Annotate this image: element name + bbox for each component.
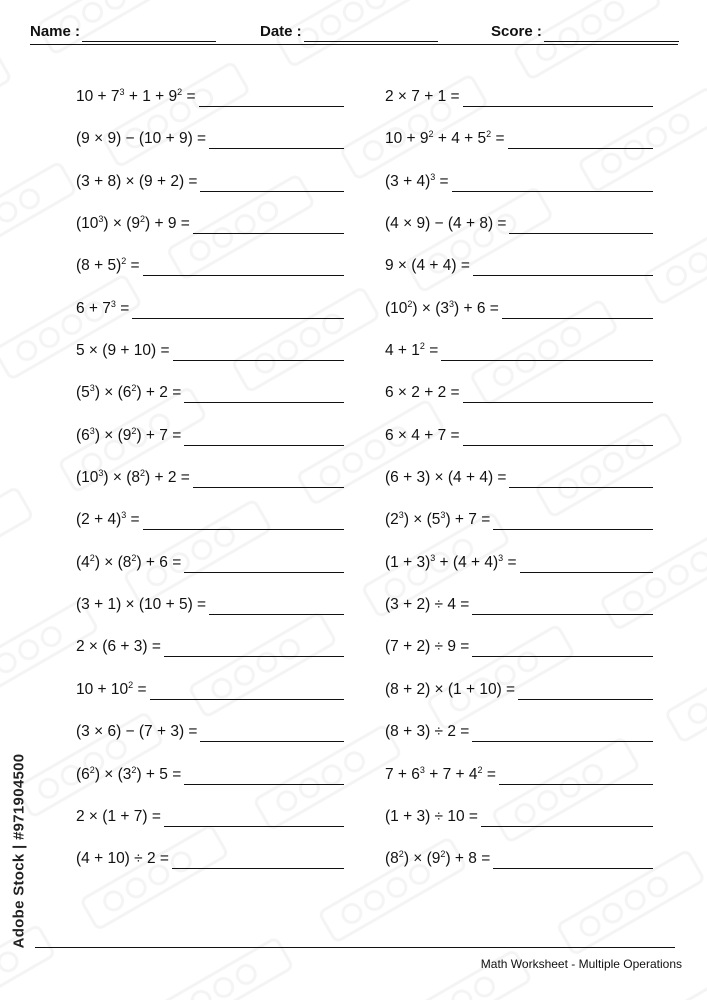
problem-expression: (3 + 2) ÷ 4 = bbox=[385, 596, 470, 614]
problem-row bbox=[76, 170, 344, 212]
problem-expression: (6 + 3) × (4 + 4) = bbox=[385, 469, 507, 487]
problem-expression: (8 + 2) × (1 + 10) = bbox=[385, 680, 516, 698]
problem-expression: (7 + 2) ÷ 9 = bbox=[385, 638, 470, 656]
problems-column-right bbox=[385, 85, 653, 890]
answer-blank[interactable] bbox=[463, 381, 653, 403]
answer-blank[interactable] bbox=[172, 847, 344, 869]
problem-expression: (3 + 1) × (10 + 5) = bbox=[76, 596, 207, 614]
exponent: 3 bbox=[98, 214, 104, 225]
problem-row bbox=[385, 720, 653, 762]
problem-row bbox=[76, 635, 344, 677]
exponent: 2 bbox=[128, 679, 134, 690]
adobe-stock-side-watermark bbox=[4, 753, 34, 948]
problem-row bbox=[385, 805, 653, 847]
answer-blank[interactable] bbox=[441, 339, 653, 361]
problem-row bbox=[76, 381, 344, 423]
problem-expression: 5 × (9 + 10) = bbox=[76, 342, 170, 360]
problem-expression: $(4^2) \times (8^2) + 6$ = bbox=[76, 552, 182, 571]
problem-row bbox=[76, 466, 344, 508]
problem-row bbox=[76, 847, 344, 889]
answer-blank[interactable] bbox=[209, 593, 344, 615]
date-blank[interactable] bbox=[304, 27, 438, 42]
exponent: 2 bbox=[121, 256, 127, 267]
problems-column-left bbox=[76, 85, 344, 890]
exponent: 3 bbox=[89, 383, 95, 394]
problem-expression: $(10^3) \times (9^2) + 9$ = bbox=[76, 214, 190, 233]
exponent: 2 bbox=[398, 849, 404, 860]
problem-row bbox=[76, 763, 344, 805]
problem-expression: 2 × (1 + 7) = bbox=[76, 807, 161, 825]
exponent: 3 bbox=[440, 510, 446, 521]
problem-expression: $(6^2) \times (3^2) + 5$ = bbox=[76, 764, 182, 783]
exponent: 3 bbox=[89, 425, 95, 436]
name-label: Name : bbox=[30, 23, 81, 40]
answer-blank[interactable] bbox=[509, 466, 653, 488]
answer-blank[interactable] bbox=[132, 297, 344, 319]
exponent: 2 bbox=[140, 214, 146, 225]
answer-blank[interactable] bbox=[463, 85, 653, 107]
exponent: 2 bbox=[140, 468, 146, 479]
score-field bbox=[491, 22, 679, 42]
exponent: 3 bbox=[398, 510, 404, 521]
problem-expression: $7 + 6^3 + 7 + 4^2$ = bbox=[385, 764, 496, 783]
problem-expression: $6 + 7^3$ = bbox=[76, 298, 130, 317]
problem-row bbox=[76, 805, 344, 847]
answer-blank[interactable] bbox=[164, 635, 344, 657]
name-blank[interactable] bbox=[82, 27, 216, 42]
date-field bbox=[260, 22, 438, 42]
exponent: 2 bbox=[131, 764, 137, 775]
problem-expression: $(10^2) \times (3^3) + 6$ = bbox=[385, 298, 499, 317]
problem-expression: (3 × 6) − (7 + 3) = bbox=[76, 723, 198, 741]
name-field bbox=[30, 22, 216, 42]
answer-blank[interactable] bbox=[502, 297, 653, 319]
problem-expression: 9 × (4 + 4) = bbox=[385, 257, 470, 275]
exponent: 3 bbox=[98, 468, 104, 479]
problem-row bbox=[385, 593, 653, 635]
score-blank[interactable] bbox=[544, 27, 679, 42]
exponent: 3 bbox=[119, 87, 125, 97]
answer-blank[interactable] bbox=[473, 254, 653, 276]
problem-row bbox=[385, 85, 653, 127]
problem-expression: (1 + 3) ÷ 10 = bbox=[385, 807, 478, 825]
problem-row bbox=[385, 212, 653, 254]
exponent: 2 bbox=[419, 341, 425, 352]
exponent: 3 bbox=[449, 298, 455, 309]
problem-row bbox=[385, 381, 653, 423]
problem-row bbox=[385, 678, 653, 720]
answer-blank[interactable] bbox=[493, 847, 653, 869]
answer-blank[interactable] bbox=[472, 720, 653, 742]
problem-expression: (4 + 10) ÷ 2 = bbox=[76, 850, 169, 868]
problem-row bbox=[76, 254, 344, 296]
exponent: 2 bbox=[89, 552, 95, 563]
problem-expression: $(10^3) \times (8^2) + 2$ = bbox=[76, 468, 190, 487]
answer-blank[interactable] bbox=[200, 720, 344, 742]
problem-row bbox=[385, 170, 653, 212]
problem-row bbox=[385, 635, 653, 677]
score-label: Score : bbox=[491, 23, 542, 40]
footer-divider bbox=[35, 947, 675, 948]
exponent: 2 bbox=[89, 764, 95, 775]
answer-blank[interactable] bbox=[520, 551, 653, 573]
answer-blank[interactable] bbox=[184, 424, 344, 446]
answer-blank[interactable] bbox=[173, 339, 345, 361]
problem-expression: (8 + 3) ÷ 2 = bbox=[385, 723, 470, 741]
exponent: 3 bbox=[110, 298, 116, 309]
problem-expression: (9 × 9) − (10 + 9) = bbox=[76, 130, 207, 148]
problem-expression: $(8 + 5)^2$ = bbox=[76, 256, 140, 275]
answer-blank[interactable] bbox=[184, 381, 344, 403]
problem-expression: $(1 + 3)^3 + (4 + 4)^3$ = bbox=[385, 552, 517, 571]
answer-blank[interactable] bbox=[164, 805, 344, 827]
answer-blank[interactable] bbox=[508, 127, 654, 149]
problem-expression: (4 × 9) − (4 + 8) = bbox=[385, 215, 507, 233]
problem-row bbox=[76, 508, 344, 550]
exponent: 2 bbox=[486, 129, 492, 140]
exponent: 2 bbox=[407, 298, 413, 309]
answer-blank[interactable] bbox=[463, 424, 653, 446]
problem-row bbox=[385, 508, 653, 550]
problem-row bbox=[76, 85, 344, 127]
exponent: 3 bbox=[430, 552, 436, 563]
problem-expression: $10 + 9^2 + 4 + 5^2$ = bbox=[385, 129, 505, 148]
problem-row bbox=[76, 424, 344, 466]
problem-row bbox=[385, 551, 653, 593]
problem-expression: $(8^2) \times (9^2) + 8$ = bbox=[385, 849, 491, 868]
answer-blank[interactable] bbox=[199, 85, 345, 107]
answer-blank[interactable] bbox=[150, 678, 344, 700]
problem-expression: 6 × 2 + 2 = bbox=[385, 384, 460, 402]
header-divider bbox=[30, 44, 678, 45]
exponent: 2 bbox=[131, 425, 137, 436]
answer-blank[interactable] bbox=[143, 508, 344, 530]
exponent: 2 bbox=[177, 87, 183, 97]
problem-row bbox=[385, 763, 653, 805]
exponent: 2 bbox=[131, 383, 137, 394]
answer-blank[interactable] bbox=[499, 763, 653, 785]
problem-expression: $4 + 1^2$ = bbox=[385, 341, 439, 360]
problem-expression: $(6^3) \times (9^2) + 7$ = bbox=[76, 425, 182, 444]
answer-blank[interactable] bbox=[184, 551, 344, 573]
problem-expression: 6 × 4 + 7 = bbox=[385, 426, 460, 444]
answer-blank[interactable] bbox=[452, 170, 653, 192]
problem-row bbox=[385, 339, 653, 381]
problem-row bbox=[76, 551, 344, 593]
exponent: 2 bbox=[131, 552, 137, 563]
answer-blank[interactable] bbox=[493, 508, 653, 530]
answer-blank[interactable] bbox=[193, 212, 344, 234]
exponent: 3 bbox=[498, 552, 504, 563]
problem-row bbox=[76, 678, 344, 720]
answer-blank[interactable] bbox=[143, 254, 344, 276]
answer-blank[interactable] bbox=[209, 127, 344, 149]
problem-expression: $(3 + 4)^3$ = bbox=[385, 171, 449, 190]
problem-row bbox=[385, 127, 653, 169]
exponent: 3 bbox=[419, 764, 425, 775]
problem-row bbox=[76, 127, 344, 169]
problem-row bbox=[76, 339, 344, 381]
problem-expression: 2 × 7 + 1 = bbox=[385, 88, 460, 105]
problem-row bbox=[385, 254, 653, 296]
problem-row bbox=[76, 297, 344, 339]
problem-expression: $10 + 7^3 + 1 + 9^2$ = bbox=[76, 87, 196, 105]
answer-blank[interactable] bbox=[184, 763, 344, 785]
exponent: 3 bbox=[430, 171, 436, 182]
problem-expression: $(2 + 4)^3$ = bbox=[76, 510, 140, 529]
problem-row bbox=[385, 424, 653, 466]
problem-expression: (3 + 8) × (9 + 2) = bbox=[76, 172, 198, 190]
problem-row bbox=[385, 297, 653, 339]
problem-expression: 2 × (6 + 3) = bbox=[76, 638, 161, 656]
problem-row bbox=[76, 212, 344, 254]
answer-blank[interactable] bbox=[472, 593, 653, 615]
problem-row bbox=[385, 466, 653, 508]
side-watermark-text: Adobe Stock | #971904500 bbox=[10, 753, 28, 948]
exponent: 2 bbox=[477, 764, 483, 775]
date-label: Date : bbox=[260, 23, 302, 40]
exponent: 2 bbox=[440, 849, 446, 860]
problem-expression: $10 + 10^2$ = bbox=[76, 679, 147, 698]
answer-blank[interactable] bbox=[193, 466, 344, 488]
answer-blank[interactable] bbox=[200, 170, 344, 192]
exponent: 3 bbox=[121, 510, 127, 521]
footer-title: Math Worksheet - Multiple Operations bbox=[480, 957, 682, 971]
problem-expression: $(2^3) \times (5^3) + 7$ = bbox=[385, 510, 491, 529]
answer-blank[interactable] bbox=[472, 635, 653, 657]
problem-row bbox=[385, 847, 653, 889]
answer-blank[interactable] bbox=[481, 805, 653, 827]
answer-blank[interactable] bbox=[509, 212, 653, 234]
problem-row bbox=[76, 720, 344, 762]
answer-blank[interactable] bbox=[518, 678, 653, 700]
problem-expression: $(5^3) \times (6^2) + 2$ = bbox=[76, 383, 182, 402]
problem-row bbox=[76, 593, 344, 635]
worksheet-header bbox=[30, 22, 678, 42]
exponent: 2 bbox=[428, 129, 434, 140]
